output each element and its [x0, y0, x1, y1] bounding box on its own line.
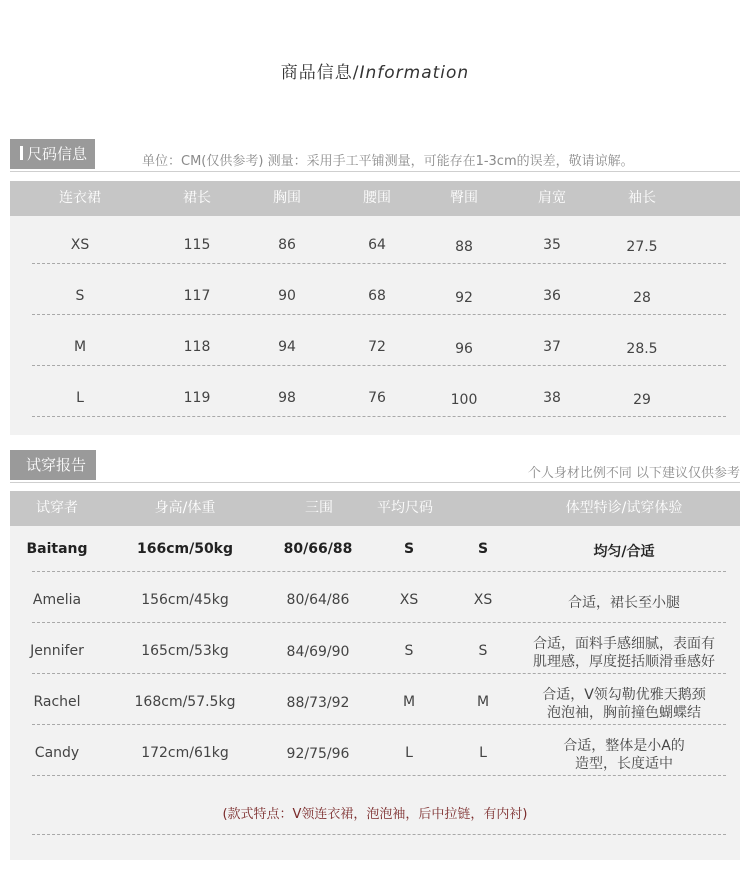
size-value: 27.5 [626, 239, 658, 255]
size-value: 76 [368, 390, 386, 406]
fit-section-tab [10, 450, 96, 480]
size-value: 86 [278, 237, 296, 253]
size-value: 35 [543, 237, 561, 253]
size-section-header [10, 139, 740, 179]
fit-size2: M [476, 694, 490, 710]
divider [32, 673, 726, 674]
size-col-header: 胸围 [273, 190, 301, 206]
size-col-header: 腰围 [363, 190, 391, 206]
size-value: 94 [278, 339, 296, 355]
fit-feedback: 合适，裙长至小腿 [568, 595, 680, 611]
fit-feedback: 均匀/合适 [593, 544, 655, 560]
fit-size1: M [402, 694, 416, 710]
size-value: 29 [633, 392, 651, 408]
size-col-header: 裙长 [183, 190, 211, 206]
page-title-en: Information [359, 63, 470, 83]
fit-feedback-line: 泡泡袖，胸前撞色蝴蝶结 [547, 705, 701, 721]
fit-size2: XS [473, 592, 493, 608]
fit-hw: 156cm/45kg [141, 592, 229, 608]
divider [32, 775, 726, 776]
size-value: 88 [455, 239, 473, 255]
fit-section-header [10, 450, 740, 490]
fit-feedback-line: 合适，V领勾勒优雅天鹅颈 [542, 687, 706, 703]
fit-bwh: 80/64/86 [286, 592, 350, 608]
page-title [0, 58, 750, 83]
size-value: 36 [543, 288, 561, 304]
fit-size1: XS [399, 592, 419, 608]
fit-bwh: 84/69/90 [286, 644, 350, 660]
size-section-note: 单位：CM(仅供参考) 测量：采用手工平铺测量，可能存在1-3cm的误差，敬请谅解。 [142, 154, 634, 169]
fit-hw: 166cm/50kg [136, 541, 234, 557]
divider [32, 263, 726, 264]
size-value: 96 [455, 341, 473, 357]
fit-col-header: 体型特诊/试穿体验 [565, 500, 683, 516]
divider [32, 834, 726, 835]
size-col-header: 肩宽 [538, 190, 566, 206]
size-label: M [73, 339, 87, 355]
size-value: 64 [368, 237, 386, 253]
size-label: XS [70, 237, 90, 253]
size-value: 28 [633, 290, 651, 306]
size-table [10, 181, 740, 435]
fit-size2: S [478, 643, 488, 659]
size-label: L [76, 390, 84, 406]
fit-name: Amelia [32, 592, 82, 608]
style-note: (款式特点：V领连衣裙，泡泡袖，后中拉链，有内衬) [222, 807, 528, 822]
size-value: 118 [183, 339, 211, 355]
fit-hw: 165cm/53kg [141, 643, 229, 659]
size-section-tab [10, 139, 95, 169]
divider [10, 482, 740, 483]
fit-bwh: 88/73/92 [286, 695, 350, 711]
fit-name: Baitang [26, 541, 88, 557]
size-value: 92 [455, 290, 473, 306]
tab-marker-icon [20, 146, 23, 160]
size-value: 38 [543, 390, 561, 406]
fit-col-header: 平均尺码 [377, 500, 433, 516]
size-value: 100 [450, 392, 478, 408]
size-col-header: 连衣裙 [59, 190, 101, 206]
fit-col-header: 试穿者 [36, 500, 78, 516]
fit-name: Jennifer [30, 643, 84, 659]
size-value: 90 [278, 288, 296, 304]
size-value: 68 [368, 288, 386, 304]
fit-feedback-line: 肌理感，厚度挺括顺滑垂感好 [533, 654, 715, 670]
fit-col-header: 身高/体重 [154, 500, 216, 516]
divider [10, 171, 740, 172]
divider [32, 416, 726, 417]
size-value: 98 [278, 390, 296, 406]
size-value: 72 [368, 339, 386, 355]
fit-bwh: 92/75/96 [286, 746, 350, 762]
size-value: 37 [543, 339, 561, 355]
size-value: 28.5 [626, 341, 658, 357]
fit-size1: S [404, 643, 414, 659]
fit-size2: S [477, 541, 489, 557]
size-col-header: 臀围 [450, 190, 478, 206]
fit-name: Candy [34, 745, 80, 761]
fit-hw: 172cm/61kg [141, 745, 229, 761]
fit-feedback-line: 合适，面料手感细腻，表面有 [533, 636, 715, 652]
fit-name: Rachel [33, 694, 81, 710]
size-label: S [75, 288, 85, 304]
divider [32, 571, 726, 572]
divider [32, 724, 726, 725]
fit-feedback-line: 合适，整体是小A的 [563, 738, 685, 754]
fit-feedback-line: 造型，长度适中 [575, 756, 673, 772]
size-value: 115 [183, 237, 211, 253]
fit-section-note: 个人身材比例不同 以下建议仅供参考 [527, 466, 740, 481]
fit-section-title: 试穿报告 [26, 456, 87, 474]
fit-col-header: 三围 [305, 500, 333, 516]
fit-hw: 168cm/57.5kg [134, 694, 236, 710]
size-value: 119 [183, 390, 211, 406]
fit-size2: L [479, 745, 487, 761]
fit-bwh: 80/66/88 [283, 541, 353, 557]
fit-size1: L [405, 745, 413, 761]
divider [32, 314, 726, 315]
size-section-title: 尺码信息 [27, 145, 88, 163]
size-value: 117 [183, 288, 211, 304]
fit-size1: S [403, 541, 415, 557]
fit-table [10, 491, 740, 860]
divider [32, 622, 726, 623]
page-title-cn: 商品信息/ [280, 63, 360, 83]
size-col-header: 袖长 [628, 190, 656, 206]
divider [32, 365, 726, 366]
